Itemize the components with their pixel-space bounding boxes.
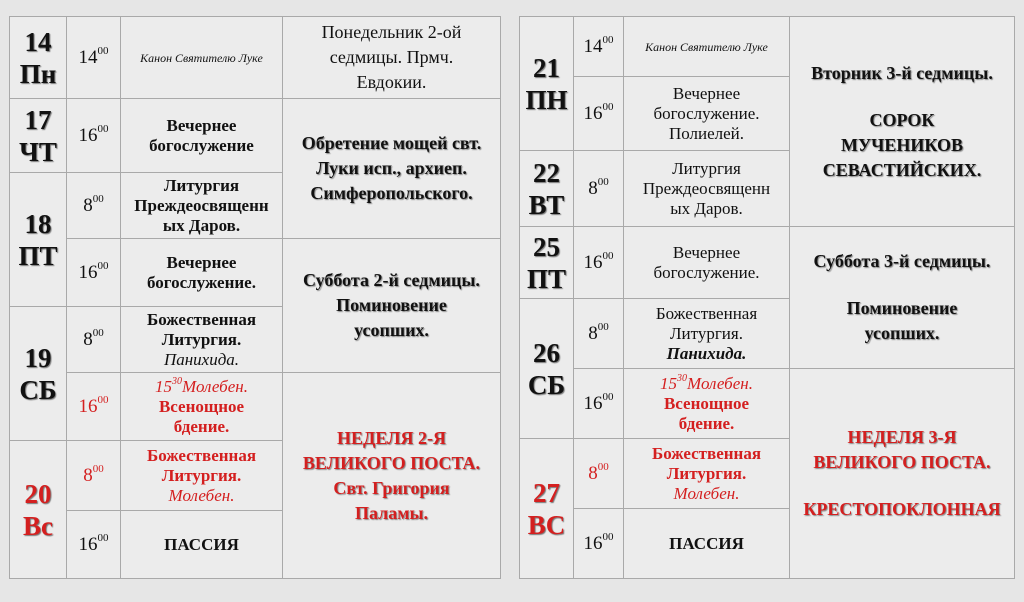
day-25-cell: 25 ПТ <box>520 227 574 299</box>
time-cell: $14^{00}$ <box>67 17 121 99</box>
service-cell: Вечернее богослужение. <box>121 239 283 307</box>
service-cell: Божественная Литургия. Панихида. <box>121 307 283 373</box>
time-cell: $8^{00}$ <box>67 307 121 373</box>
service-cell: Божественная Литургия. Панихида. <box>624 299 790 369</box>
day-18-cell: 18 ПТ <box>10 173 67 307</box>
service-cell: Вечернее богослужение. Полиелей. <box>624 77 790 151</box>
service-cell: Божественная Литургия. Молебен. <box>624 439 790 509</box>
feast-note: Суббота 3-й седмицы. Поминовение усопших. <box>790 227 1015 369</box>
time-cell: $8^{00}$ <box>67 441 121 511</box>
time-cell: $16^{00}$ <box>67 511 121 579</box>
service-cell: Канон Святителю Луке <box>121 17 283 99</box>
service-cell: Литургия Преждеосвященн ых Даров. <box>624 151 790 227</box>
service-cell: Канон Святителю Луке <box>624 17 790 77</box>
time-cell: $16^{00}$ <box>67 239 121 307</box>
time-cell: $8^{00}$ <box>574 439 624 509</box>
service-cell: Вечернее богослужение. <box>624 227 790 299</box>
time-cell: $14^{00}$ <box>574 17 624 77</box>
day-20-cell: 20 Вс <box>10 441 67 579</box>
feast-note: НЕДЕЛЯ 3-Я ВЕЛИКОГО ПОСТА. КРЕСТОПОКЛОННАЯ <box>790 369 1015 579</box>
service-cell: Божественная Литургия. Молебен. <box>121 441 283 511</box>
service-cell: $15^{30}Молебен$. Всенощное бдение. <box>121 373 283 441</box>
service-cell: $15^{30}Молебен$. Всенощное бдение. <box>624 369 790 439</box>
time-cell: $8^{00}$ <box>574 151 624 227</box>
day-19-cell: 19 СБ <box>10 307 67 441</box>
time-cell: $16^{00}$ <box>67 99 121 173</box>
service-cell: Литургия Преждеосвященн ых Даров. <box>121 173 283 239</box>
day-26-cell: 26 СБ <box>520 299 574 439</box>
service-cell: ПАССИЯ <box>624 509 790 579</box>
time-cell: $8^{00}$ <box>67 173 121 239</box>
time-cell: $16^{00}$ <box>67 373 121 441</box>
feast-note: Обретение мощей свт. Луки исп., архиеп. Симферопольского. <box>283 99 501 239</box>
schedule-table-week-2 <box>9 16 501 579</box>
day-27-cell: 27 ВС <box>520 439 574 579</box>
feast-note: НЕДЕЛЯ 2-Я ВЕЛИКОГО ПОСТА. Свт. Григория Паламы. <box>283 373 501 579</box>
day-21-cell: 21 ПН <box>520 17 574 151</box>
day-22-cell: 22 ВТ <box>520 151 574 227</box>
time-cell: $16^{00}$ <box>574 369 624 439</box>
service-cell: Вечернее богослужение <box>121 99 283 173</box>
day-17-cell: 17 ЧТ <box>10 99 67 173</box>
feast-note: Суббота 2-й седмицы. Поминовение усопших. <box>283 239 501 373</box>
time-cell: $16^{00}$ <box>574 77 624 151</box>
time-cell: $16^{00}$ <box>574 509 624 579</box>
time-cell: $16^{00}$ <box>574 227 624 299</box>
day-14-cell: 14 Пн <box>10 17 67 99</box>
time-cell: $8^{00}$ <box>574 299 624 369</box>
feast-note: Вторник 3-й седмицы. СОРОК МУЧЕНИКОВ СЕВАСТИЙСКИХ. <box>790 17 1015 227</box>
schedule-table-week-3 <box>519 16 1015 579</box>
feast-note: Понедельник 2-ой седмицы. Прмч. Евдокии. <box>283 17 501 99</box>
service-cell: ПАССИЯ <box>121 511 283 579</box>
